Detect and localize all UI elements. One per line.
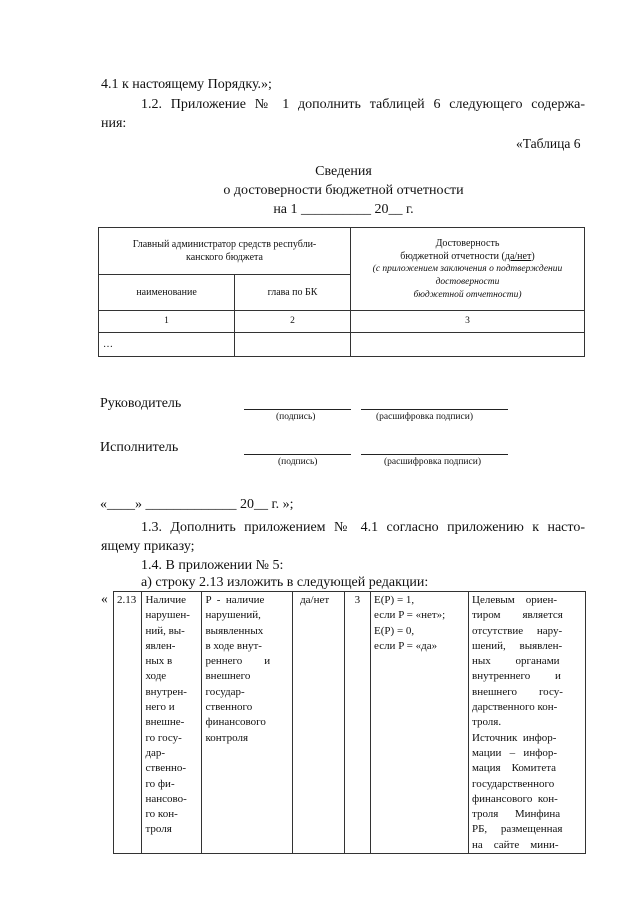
cell-line: ственного: [205, 701, 253, 714]
para-1-2-line1: 1.2. Приложение № 1 дополнить таблицей 6 следующего содержа-: [141, 97, 585, 112]
cell-line: внутреннего и: [472, 670, 561, 683]
para-1-3-line2: ящему приказу;: [101, 539, 195, 554]
open-quote: «: [101, 591, 108, 606]
empty-cell: [235, 333, 351, 357]
cell-line: отсутствие нару-: [472, 624, 563, 637]
cell-line: шений, выявлен-: [472, 639, 563, 652]
para-1-2-line2: ния:: [101, 116, 127, 131]
col-admin-header: Главный администратор средств республи- канского бюджета: [99, 228, 351, 275]
para-1-3-line1: 1.3. Дополнить приложением № 4.1 согласно приложению к насто-: [141, 520, 585, 535]
cell-line: нарушений,: [205, 609, 261, 622]
cell-line: внешне-: [145, 716, 185, 729]
indicator-name-cell: [142, 592, 202, 854]
note-cell: [469, 592, 586, 854]
heading-line1: Сведения: [315, 164, 372, 179]
cell-line: ственно-: [145, 762, 187, 775]
cell-line: дарственного кон-: [472, 701, 558, 714]
cell-line: если P = «нет»;: [374, 609, 446, 622]
decode-caption: (расшифровка подписи): [376, 412, 473, 422]
cell-line: ходе: [145, 670, 167, 683]
cell-line: на сайте мини-: [472, 838, 559, 851]
signature-caption: (подпись): [278, 457, 318, 467]
cell-line: в ходе внут-: [205, 639, 262, 652]
subheader-head-bk: глава по БК: [235, 275, 351, 311]
subheader-name: наименование: [99, 275, 235, 311]
cell-line: если P = «да»: [374, 639, 438, 652]
cell-line: выявленных: [205, 624, 264, 637]
para-a: а) строку 2.13 изложить в следующей редакции:: [141, 575, 429, 590]
cell-line: троля.: [472, 716, 502, 729]
indicator-definition-cell: [202, 592, 293, 854]
col-reliability-header: Достоверность бюджетной отчетности (да/нет) (с приложением заключения о подтверждении достоверности бюджетной отчетности): [350, 228, 584, 311]
weight-cell: 3: [344, 592, 370, 854]
col-number: 3: [350, 311, 584, 333]
date-line: «____» _____________ 20__ г. »;: [100, 497, 294, 512]
formula-cell: [371, 592, 469, 854]
table6-label: «Таблица 6: [516, 136, 581, 151]
cell-line: го госу-: [145, 731, 182, 744]
cell-line: финансового кон-: [472, 792, 558, 805]
cell-line: нансово-: [145, 792, 187, 805]
indicator-table: [113, 591, 586, 854]
cell-line: го кон-: [145, 808, 178, 821]
cell-line: нарушен-: [145, 609, 190, 622]
cell-line: явлен-: [145, 639, 176, 652]
cell-line: внешнего: [205, 670, 251, 683]
cell-line: дар-: [145, 746, 166, 759]
cell-line: мации – инфор-: [472, 746, 557, 759]
cell-line: ных органами: [472, 655, 560, 668]
cell-line: E(P) = 1,: [374, 594, 415, 606]
cell-line: него и: [145, 701, 175, 714]
prev-text-line: 4.1 к настоящему Порядку.»;: [101, 77, 272, 92]
cell-line: ний, вы-: [145, 624, 185, 637]
col-number: 2: [235, 311, 351, 333]
cell-line: РБ, размещенная: [472, 823, 563, 836]
executor-label: Исполнитель: [100, 440, 179, 455]
cell-line: троля Минфина: [472, 808, 561, 821]
cell-line: государственного: [472, 777, 555, 790]
signature-caption: (подпись): [276, 412, 316, 422]
ellipsis-cell: …: [99, 333, 235, 357]
heading-line2: о достоверности бюджетной отчетности: [223, 183, 464, 198]
cell-line: Наличие: [145, 594, 187, 606]
heading-line3: на 1 __________ 20__ г.: [273, 202, 414, 217]
cell-line: Целевым ориен-: [472, 594, 558, 606]
cell-line: внутрен-: [145, 685, 187, 698]
cell-line: финансового: [205, 716, 266, 729]
cell-line: реннего и: [205, 655, 271, 668]
cell-line: контроля: [205, 731, 249, 744]
unit-cell: да/нет: [293, 592, 345, 854]
cell-line: Источник инфор-: [472, 731, 557, 744]
cell-line: P - наличие: [205, 594, 265, 606]
reliability-table: [98, 227, 585, 357]
cell-line: ных в: [145, 655, 173, 668]
cell-line: внешнего госу-: [472, 685, 563, 698]
cell-line: троля: [145, 823, 172, 836]
cell-line: государ-: [205, 685, 245, 698]
head-label: Руководитель: [100, 396, 182, 411]
cell-line: тиром является: [472, 609, 563, 622]
col-number: 1: [99, 311, 235, 333]
empty-cell: [350, 333, 584, 357]
row-number: 2.13: [114, 592, 142, 854]
decode-caption: (расшифровка подписи): [384, 457, 481, 467]
cell-line: го фи-: [145, 777, 175, 790]
para-1-4: 1.4. В приложении № 5:: [141, 558, 284, 573]
cell-line: E(P) = 0,: [374, 624, 415, 637]
cell-line: мация Комитета: [472, 762, 557, 775]
